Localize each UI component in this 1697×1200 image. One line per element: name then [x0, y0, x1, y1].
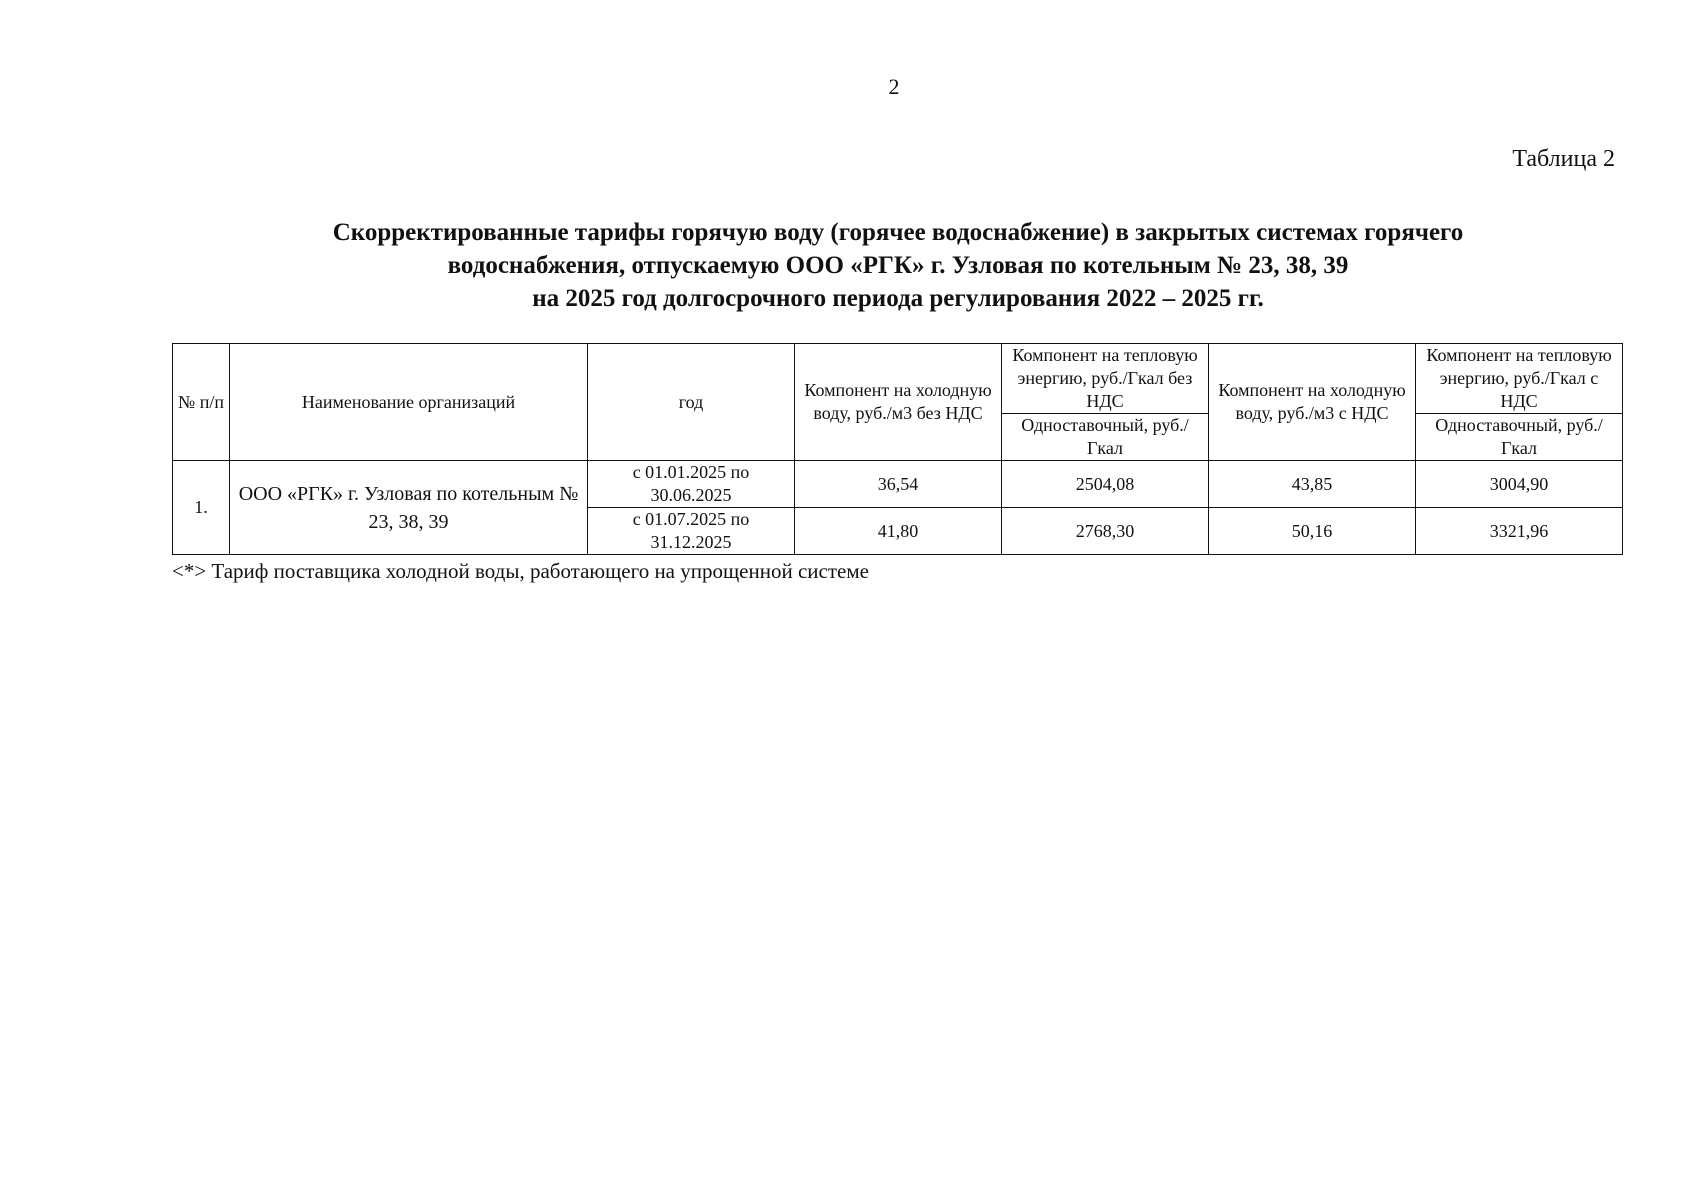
title-line-3: на 2025 год долгосрочного периода регулирования 2022 – 2025 гг.	[532, 285, 1264, 312]
organization-name: ООО «РГК» г. Узловая по котельным № 23, 38, 39	[230, 461, 588, 555]
header-organization: Наименование организаций	[230, 344, 588, 461]
tariff-table	[172, 343, 1623, 555]
header-single-rate-no-vat: Одноставочный, руб./Гкал	[1002, 414, 1209, 461]
table-label: Таблица 2	[1512, 146, 1615, 172]
header-cold-water-no-vat: Компонент на холодную воду, руб./м3 без НДС	[795, 344, 1002, 461]
cold-water-no-vat-cell: 36,54	[795, 461, 1002, 508]
footnote: <*> Тариф поставщика холодной воды, работающего на упрощенной системе	[172, 559, 869, 583]
title-line-2: водоснабжения, отпускаемую ООО «РГК» г. Узловая по котельным № 23, 38, 39	[447, 252, 1349, 279]
header-year: год	[588, 344, 795, 461]
heat-energy-no-vat-cell: 2504,08	[1002, 461, 1209, 508]
period-cell: с 01.01.2025 по 30.06.2025	[588, 461, 795, 508]
heat-energy-vat-cell: 3004,90	[1416, 461, 1623, 508]
header-cold-water-vat: Компонент на холодную воду, руб./м3 с НДС	[1209, 344, 1416, 461]
header-heat-energy-no-vat: Компонент на тепловую энергию, руб./Гкал без НДС	[1002, 344, 1209, 414]
header-number: № п/п	[173, 344, 230, 461]
cold-water-no-vat-cell: 41,80	[795, 508, 1002, 555]
page-number: 2	[888, 74, 900, 99]
header-single-rate-vat: Одноставочный, руб./Гкал	[1416, 414, 1623, 461]
document-title	[172, 216, 1624, 315]
cold-water-vat-cell: 43,85	[1209, 461, 1416, 508]
cold-water-vat-cell: 50,16	[1209, 508, 1416, 555]
header-heat-energy-vat: Компонент на тепловую энергию, руб./Гкал с НДС	[1416, 344, 1623, 414]
row-number: 1.	[173, 461, 230, 555]
period-cell: с 01.07.2025 по 31.12.2025	[588, 508, 795, 555]
title-line-1: Скорректированные тарифы горячую воду (горячее водоснабжение) в закрытых системах горячего	[332, 219, 1464, 246]
heat-energy-no-vat-cell: 2768,30	[1002, 508, 1209, 555]
heat-energy-vat-cell: 3321,96	[1416, 508, 1623, 555]
table-row	[173, 461, 1623, 508]
